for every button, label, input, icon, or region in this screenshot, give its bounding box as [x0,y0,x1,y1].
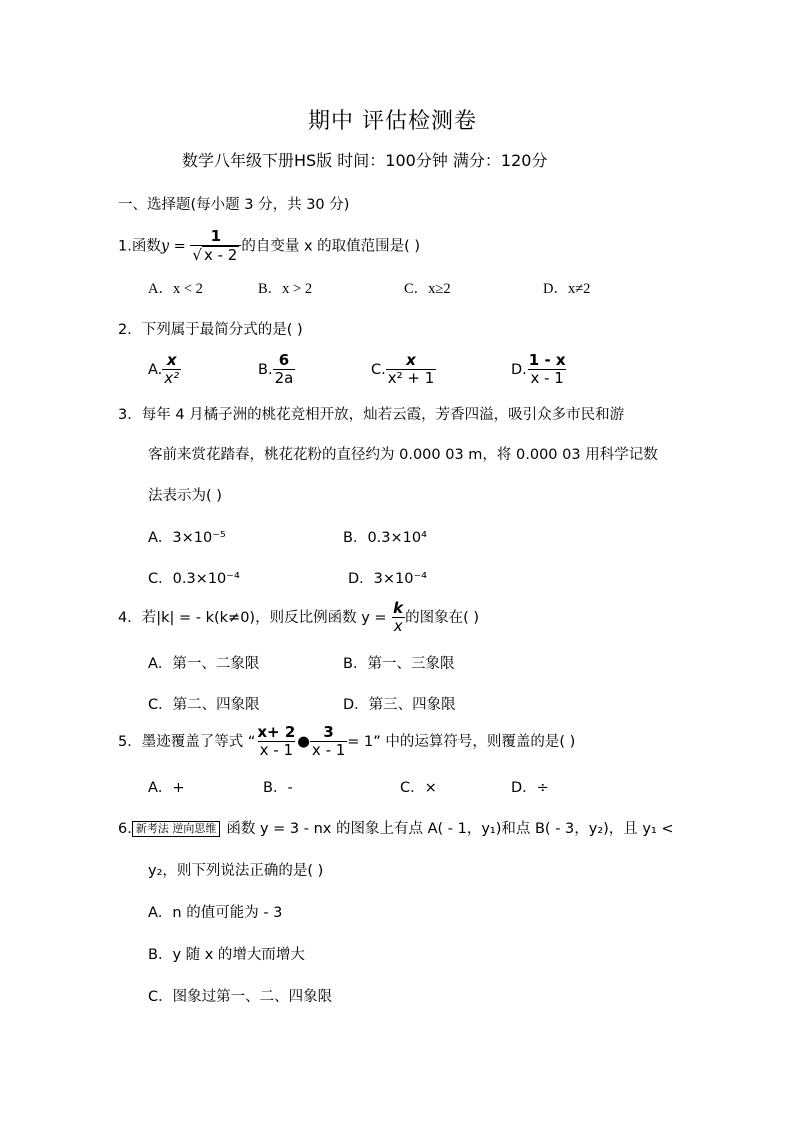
question-6-line-2: y₂，则下列说法正确的是( ) [148,863,324,879]
q1-prefix: 1.函数 [118,238,161,255]
q2-b-fraction [273,352,296,388]
q2-b-denominator: 2a [274,369,294,388]
q2-c-numerator: x [406,351,416,369]
q5-option-a: A．+ [148,780,185,796]
q1-option-b: B．x > 2 [258,281,313,297]
question-3-line-1: 3．每年 4 月橘子洲的桃花竞相开放，灿若云霞，芳香四溢，吸引众多市民和游 [118,407,625,423]
page-title: 期中 评估检测卷 [308,109,477,134]
question-5-stem [118,724,575,760]
question-2-stem: 2．下列属于最简分式的是( ) [118,322,303,338]
question-6-line-1 [118,817,674,838]
question-4-stem [118,600,479,636]
section-heading: 一、选择题(每小题 3 分，共 30 分) [118,197,350,213]
q1-fraction [190,228,241,265]
q6-line1-text: 函数 y = 3 - nx 的图象上有点 A( - 1，y₁)和点 B( - 3，y₂)，且 y₁ < [226,821,674,837]
q6-option-a: A．n 的值可能为 - 3 [148,905,283,921]
q5-f2-numerator: 3 [323,723,334,741]
q5-rest: = 1” 中的运算符号，则覆盖的是( ) [347,733,576,750]
q2-d-label: D. [511,361,527,378]
q5-fraction-1 [255,724,297,760]
q2-option-d [511,352,568,388]
new-method-badge: 新考法 逆向思维 [132,821,221,837]
q1-sqrt-radicand: x - 2 [203,246,238,265]
q1-option-d: D．x≠2 [543,281,591,297]
q2-a-fraction [162,352,181,388]
q3-option-a: A．3×10⁻⁵ [148,530,226,546]
q6-number: 6. [118,821,132,837]
q3-option-b: B．0.3×10⁴ [343,530,427,546]
q2-c-fraction [386,352,437,388]
q5-fraction-2 [310,724,347,760]
q5-ink-blot: ● [297,733,310,750]
q2-b-label: B. [258,361,273,378]
q2-option-b [258,352,295,388]
q4-option-c: C．第二、四象限 [148,697,260,713]
q6-option-c: C．图象过第一、二、四象限 [148,989,333,1005]
q4-option-b: B．第一、三象限 [343,656,455,672]
q2-option-c [371,352,436,388]
q1-option-c: C．x≥2 [404,281,451,297]
q4-rest: 的图象在( ) [405,609,480,626]
q4-prefix: 4．若|k| = - k(k≠0)，则反比例函数 y = [118,609,392,626]
q2-d-fraction [527,352,568,388]
q6-option-b: B．y 随 x 的增大而增大 [148,947,305,963]
q2-b-numerator: 6 [278,351,290,369]
q5-option-d: D．÷ [511,780,549,796]
q3-option-d: D．3×10⁻⁴ [348,571,427,587]
page-subtitle: 数学八年级下册HS版 时间：100分钟 满分：120分 [182,151,548,170]
q1-frac-numerator: 1 [210,227,222,245]
q5-prefix: 5．墨迹覆盖了等式 “ [118,733,256,750]
q3-option-c: C．0.3×10⁻⁴ [148,571,240,587]
q5-f1-denominator: x - 1 [259,741,293,760]
q5-option-c: C．× [400,780,437,796]
q4-frac-denominator: x [393,617,403,636]
q2-d-numerator: 1 - x [528,351,566,369]
question-1-stem [118,228,420,265]
q1-frac-denominator: √ x - 2 [190,245,241,264]
q4-option-a: A．第一、二象限 [148,656,260,672]
q2-c-denominator: x² + 1 [387,369,435,388]
q2-a-numerator: x [166,351,177,369]
q2-a-denominator: x² [164,369,180,388]
q4-option-d: D．第三、四象限 [343,697,456,713]
q2-a-label: A. [148,361,163,378]
q1-option-a: A．x < 2 [148,281,203,297]
q4-frac-numerator: k [393,599,404,617]
question-3-line-3: 法表示为( ) [148,488,222,504]
q1-lhs: y [160,238,170,255]
q2-d-denominator: x - 1 [530,369,564,388]
q5-option-b: B．- [263,780,293,796]
q2-c-label: C. [371,361,386,378]
q1-rest: 的自变量 x 的取值范围是( ) [241,238,421,255]
q5-f1-numerator: x+ 2 [257,723,296,741]
q4-fraction [391,600,405,636]
q1-eq: = [169,238,191,255]
q5-f2-denominator: x - 1 [311,741,346,760]
question-3-line-2: 客前来赏花踏春，桃花花粉的直径约为 0.000 03 m，将 0.000 03 用科学记数 [148,447,658,463]
q2-option-a [148,352,181,388]
